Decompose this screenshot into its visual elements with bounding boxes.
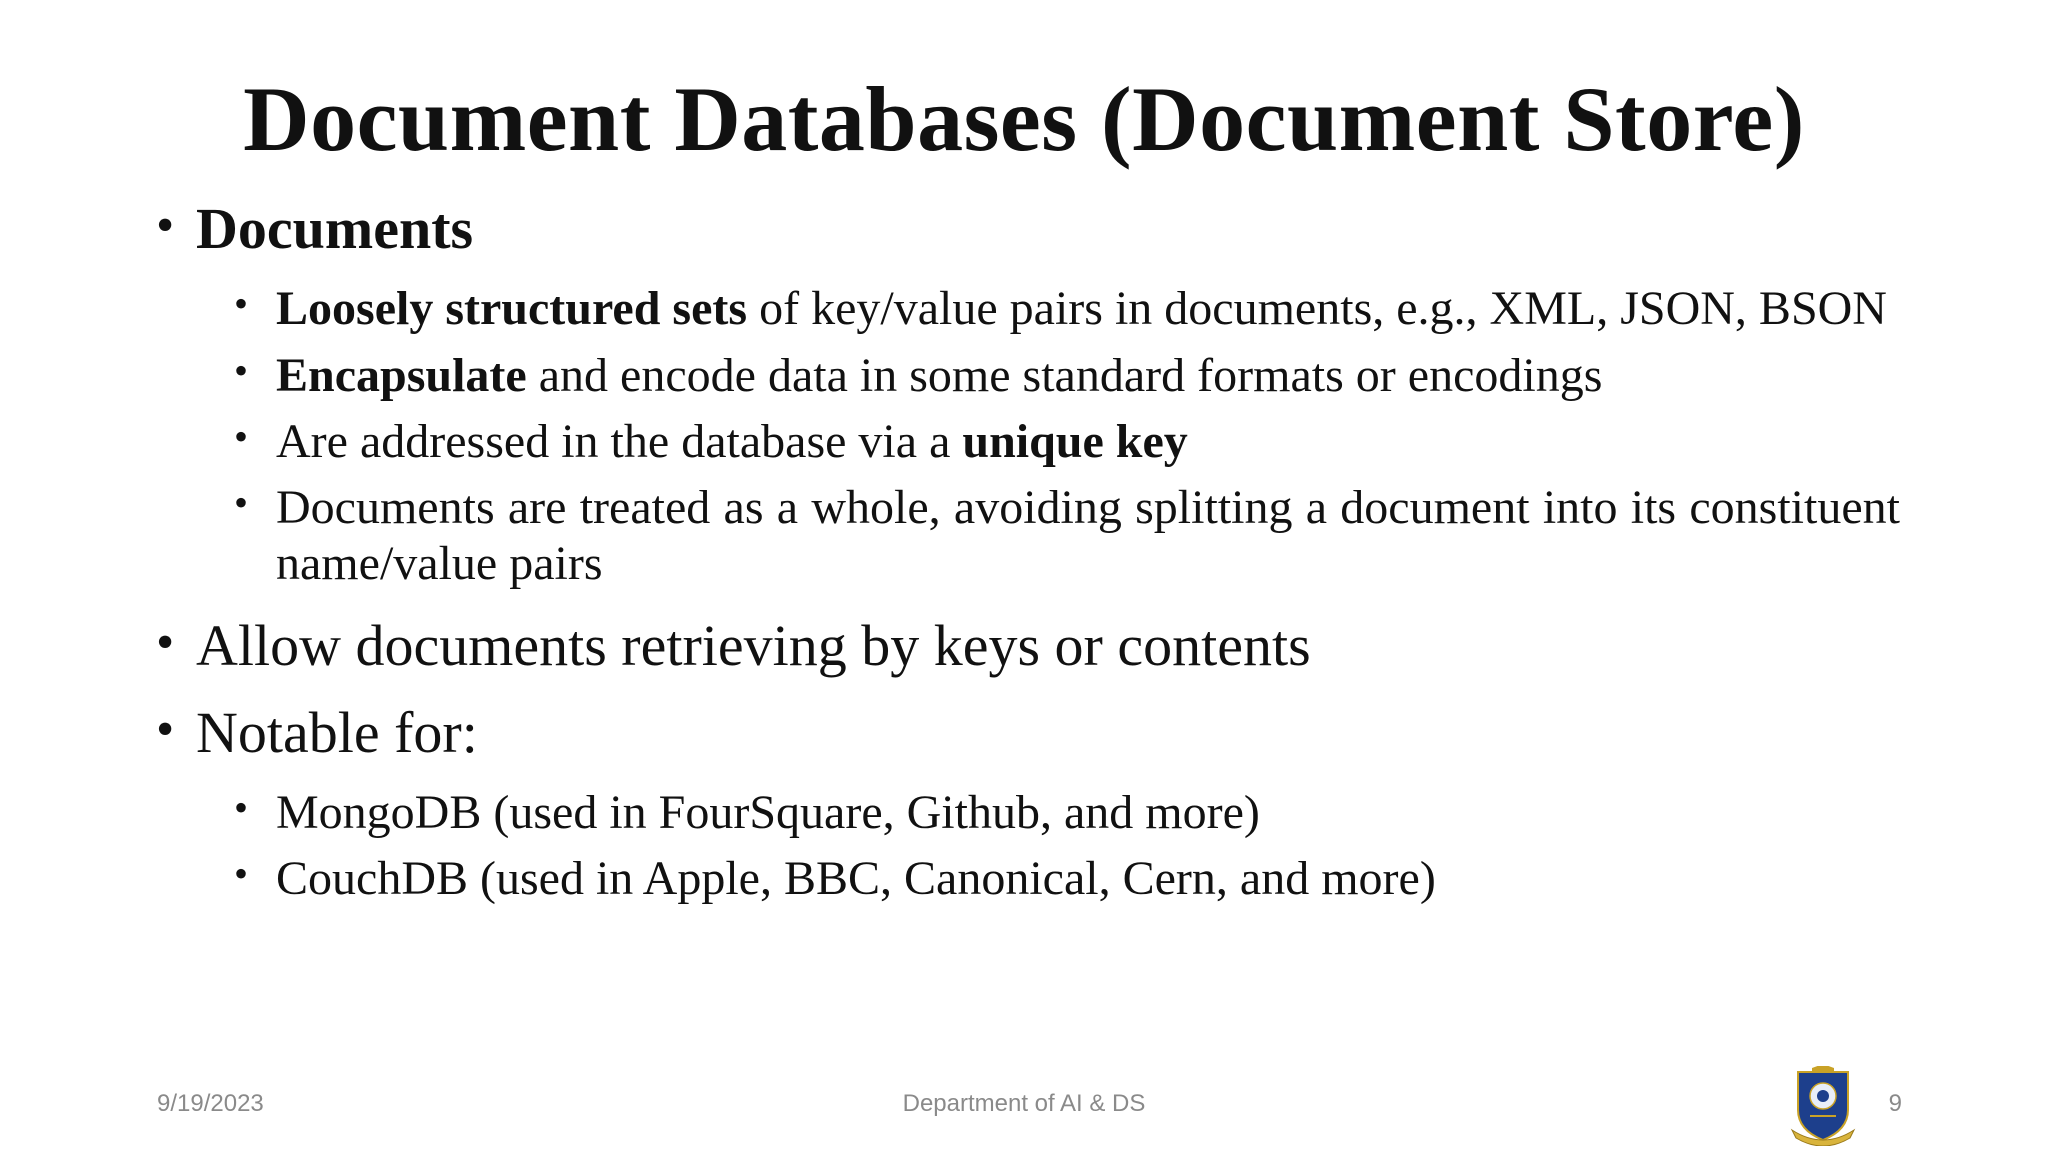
slide-content [150, 195, 1900, 927]
sub-bullet-text: and encode data in some standard formats or encodings [526, 348, 1603, 402]
sub-bullet-encapsulate [150, 348, 1900, 404]
sub-bullet-text: MongoDB (used in FourSquare, Github, and more) [276, 786, 1260, 840]
bullet-dot-icon: • [234, 479, 249, 525]
bullet-documents-label: Documents [196, 196, 474, 261]
bullet-notable-label: Notable for: [196, 699, 478, 765]
sub-bullet-text: Are addressed in the database via a [276, 414, 963, 468]
sub-bullet-text: CouchDB (used in Apple, BBC, Canonical, Cern, and more) [276, 852, 1436, 906]
footer-date: 9/19/2023 [157, 1090, 264, 1117]
sub-bullet-unique-key [150, 414, 1900, 470]
sub-bullet-bold-text: unique key [962, 414, 1188, 468]
slide-title: Document Databases (Document Store) [243, 68, 1805, 170]
bullet-dot-icon: • [156, 614, 175, 672]
footer-page-number: 9 [1888, 1090, 1902, 1117]
bullet-dot-icon: • [234, 347, 249, 393]
institution-emblem-icon [1790, 1066, 1856, 1146]
footer-department: Department of AI & DS [902, 1090, 1146, 1117]
sub-bullet-text: Documents are treated as a whole, avoiding splitting a document into its constituent name/value pairs [276, 480, 1900, 591]
sub-bullet-treated-whole [150, 480, 1900, 592]
bullet-dot-icon: • [156, 700, 175, 758]
bullet-dot-icon: • [234, 413, 249, 459]
bullet-allow-text: Allow documents retrieving by keys or contents [196, 613, 1311, 679]
sub-bullet-bold-text: Loosely structured sets [276, 282, 748, 336]
sub-bullet-text: of key/value pairs in documents, e.g., XML, JSON, BSON [747, 282, 1887, 336]
bullet-allow-retrieving [150, 612, 1900, 680]
sub-bullet-couchdb [150, 851, 1900, 907]
bullet-documents [150, 195, 1900, 263]
bullet-dot-icon: • [156, 197, 175, 254]
bullet-dot-icon: • [234, 851, 249, 897]
sub-bullet-mongodb [150, 785, 1900, 841]
bullet-dot-icon: • [234, 785, 249, 831]
sub-bullet-loosely-structured [150, 281, 1900, 337]
bullet-group-notable [150, 699, 1900, 908]
sub-bullet-bold-text: Encapsulate [276, 348, 527, 402]
bullet-notable-for [150, 699, 1900, 767]
bullet-dot-icon: • [234, 281, 249, 327]
bullet-group-documents [150, 195, 1900, 592]
